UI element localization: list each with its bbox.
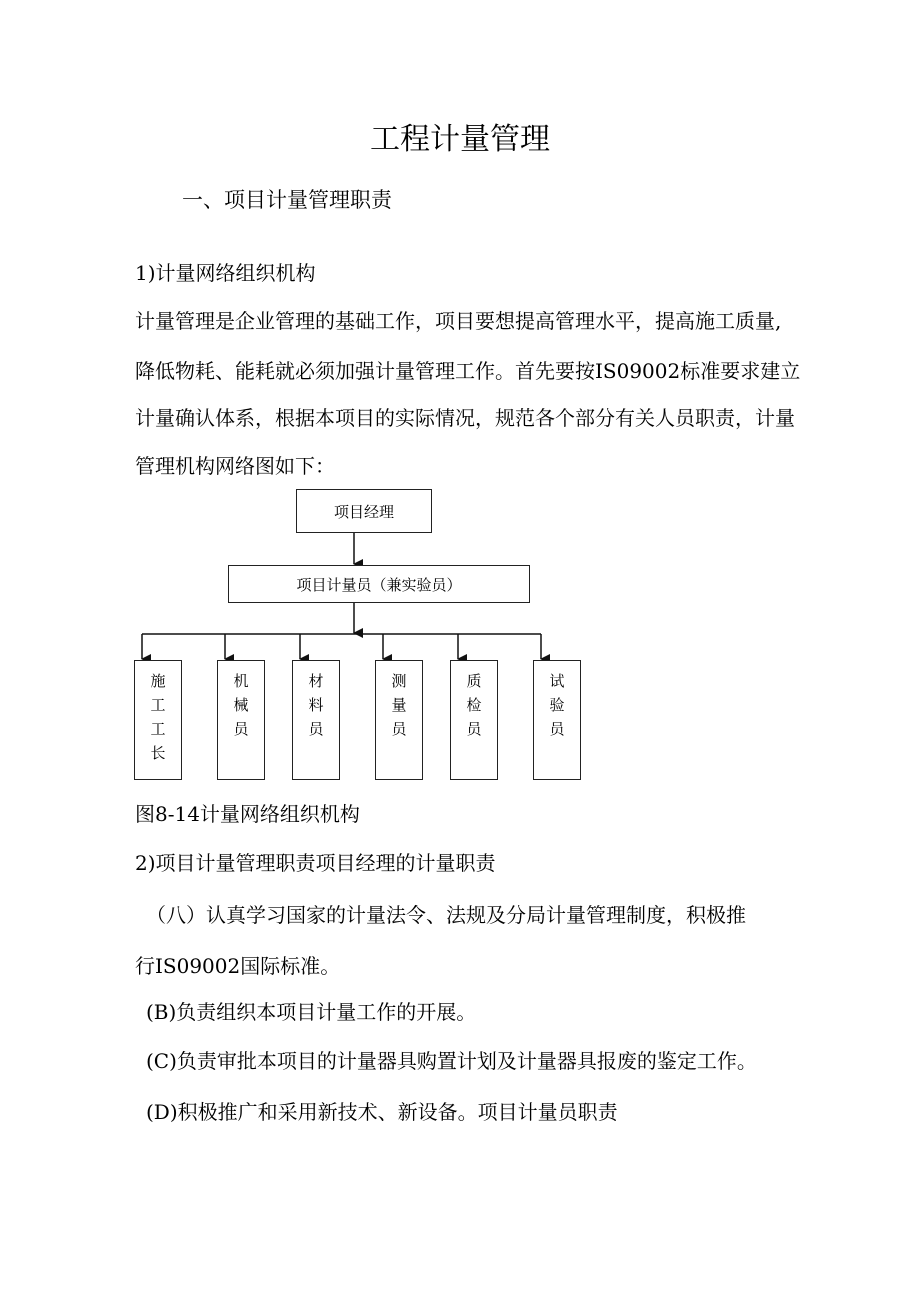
org-box-project-manager: 项目经理 (296, 489, 432, 533)
role-char: 工 (150, 720, 166, 738)
role-char: 长 (150, 744, 166, 762)
paragraph-line: 降低物耗、能耗就必须加强计量管理工作。首先要按IS09002标准要求建立 (135, 359, 801, 383)
role-char: 员 (466, 720, 482, 738)
role-char: 械 (233, 696, 249, 714)
role-char: 员 (549, 720, 565, 738)
role-char: 材 (308, 672, 324, 690)
duty-item-a-continued: 行IS09002国际标准。 (135, 954, 341, 978)
role-char: 测 (391, 672, 407, 690)
org-box-test-officer (533, 660, 581, 780)
org-box-quality-inspector (450, 660, 498, 780)
document-title: 工程计量管理 (370, 122, 550, 157)
org-box-measurement-officer: 项目计量员（兼实验员） (228, 565, 530, 603)
org-box-surveyor (375, 660, 423, 780)
duty-item-b: (B)负责组织本项目计量工作的开展。 (146, 1000, 477, 1024)
role-char: 料 (308, 696, 324, 714)
role-char: 试 (549, 672, 565, 690)
role-char: 检 (466, 696, 482, 714)
role-char: 工 (150, 696, 166, 714)
paragraph-line: 计量确认体系，根据本项目的实际情况，规范各个部分有关人员职责，计量 (135, 406, 795, 430)
role-char: 员 (391, 720, 407, 738)
org-box-construction-foreman (134, 660, 182, 780)
subheading-duties: 2)项目计量管理职责项目经理的计量职责 (135, 851, 496, 875)
duty-item-a: （八）认真学习国家的计量法令、法规及分局计量管理制度，积极推 (146, 903, 746, 927)
duty-item-c: (C)负责审批本项目的计量器具购置计划及计量器具报废的鉴定工作。 (146, 1049, 757, 1073)
role-char: 员 (308, 720, 324, 738)
role-char: 验 (549, 696, 565, 714)
figure-caption: 图8-14计量网络组织机构 (135, 802, 360, 826)
duty-item-d: (D)积极推广和采用新技术、新设备。项目计量员职责 (146, 1100, 618, 1124)
role-char: 员 (233, 720, 249, 738)
role-char: 施 (150, 672, 166, 690)
section-heading: 一、项目计量管理职责 (182, 188, 392, 212)
role-char: 质 (466, 672, 482, 690)
role-char: 机 (233, 672, 249, 690)
org-box-materials-officer (292, 660, 340, 780)
subheading-network: 1)计量网络组织机构 (135, 261, 316, 285)
org-box-machinery-officer (217, 660, 265, 780)
paragraph-line: 管理机构网络图如下： (135, 454, 335, 478)
role-char: 量 (391, 696, 407, 714)
paragraph-line: 计量管理是企业管理的基础工作，项目要想提高管理水平，提高施工质量, (135, 309, 782, 333)
